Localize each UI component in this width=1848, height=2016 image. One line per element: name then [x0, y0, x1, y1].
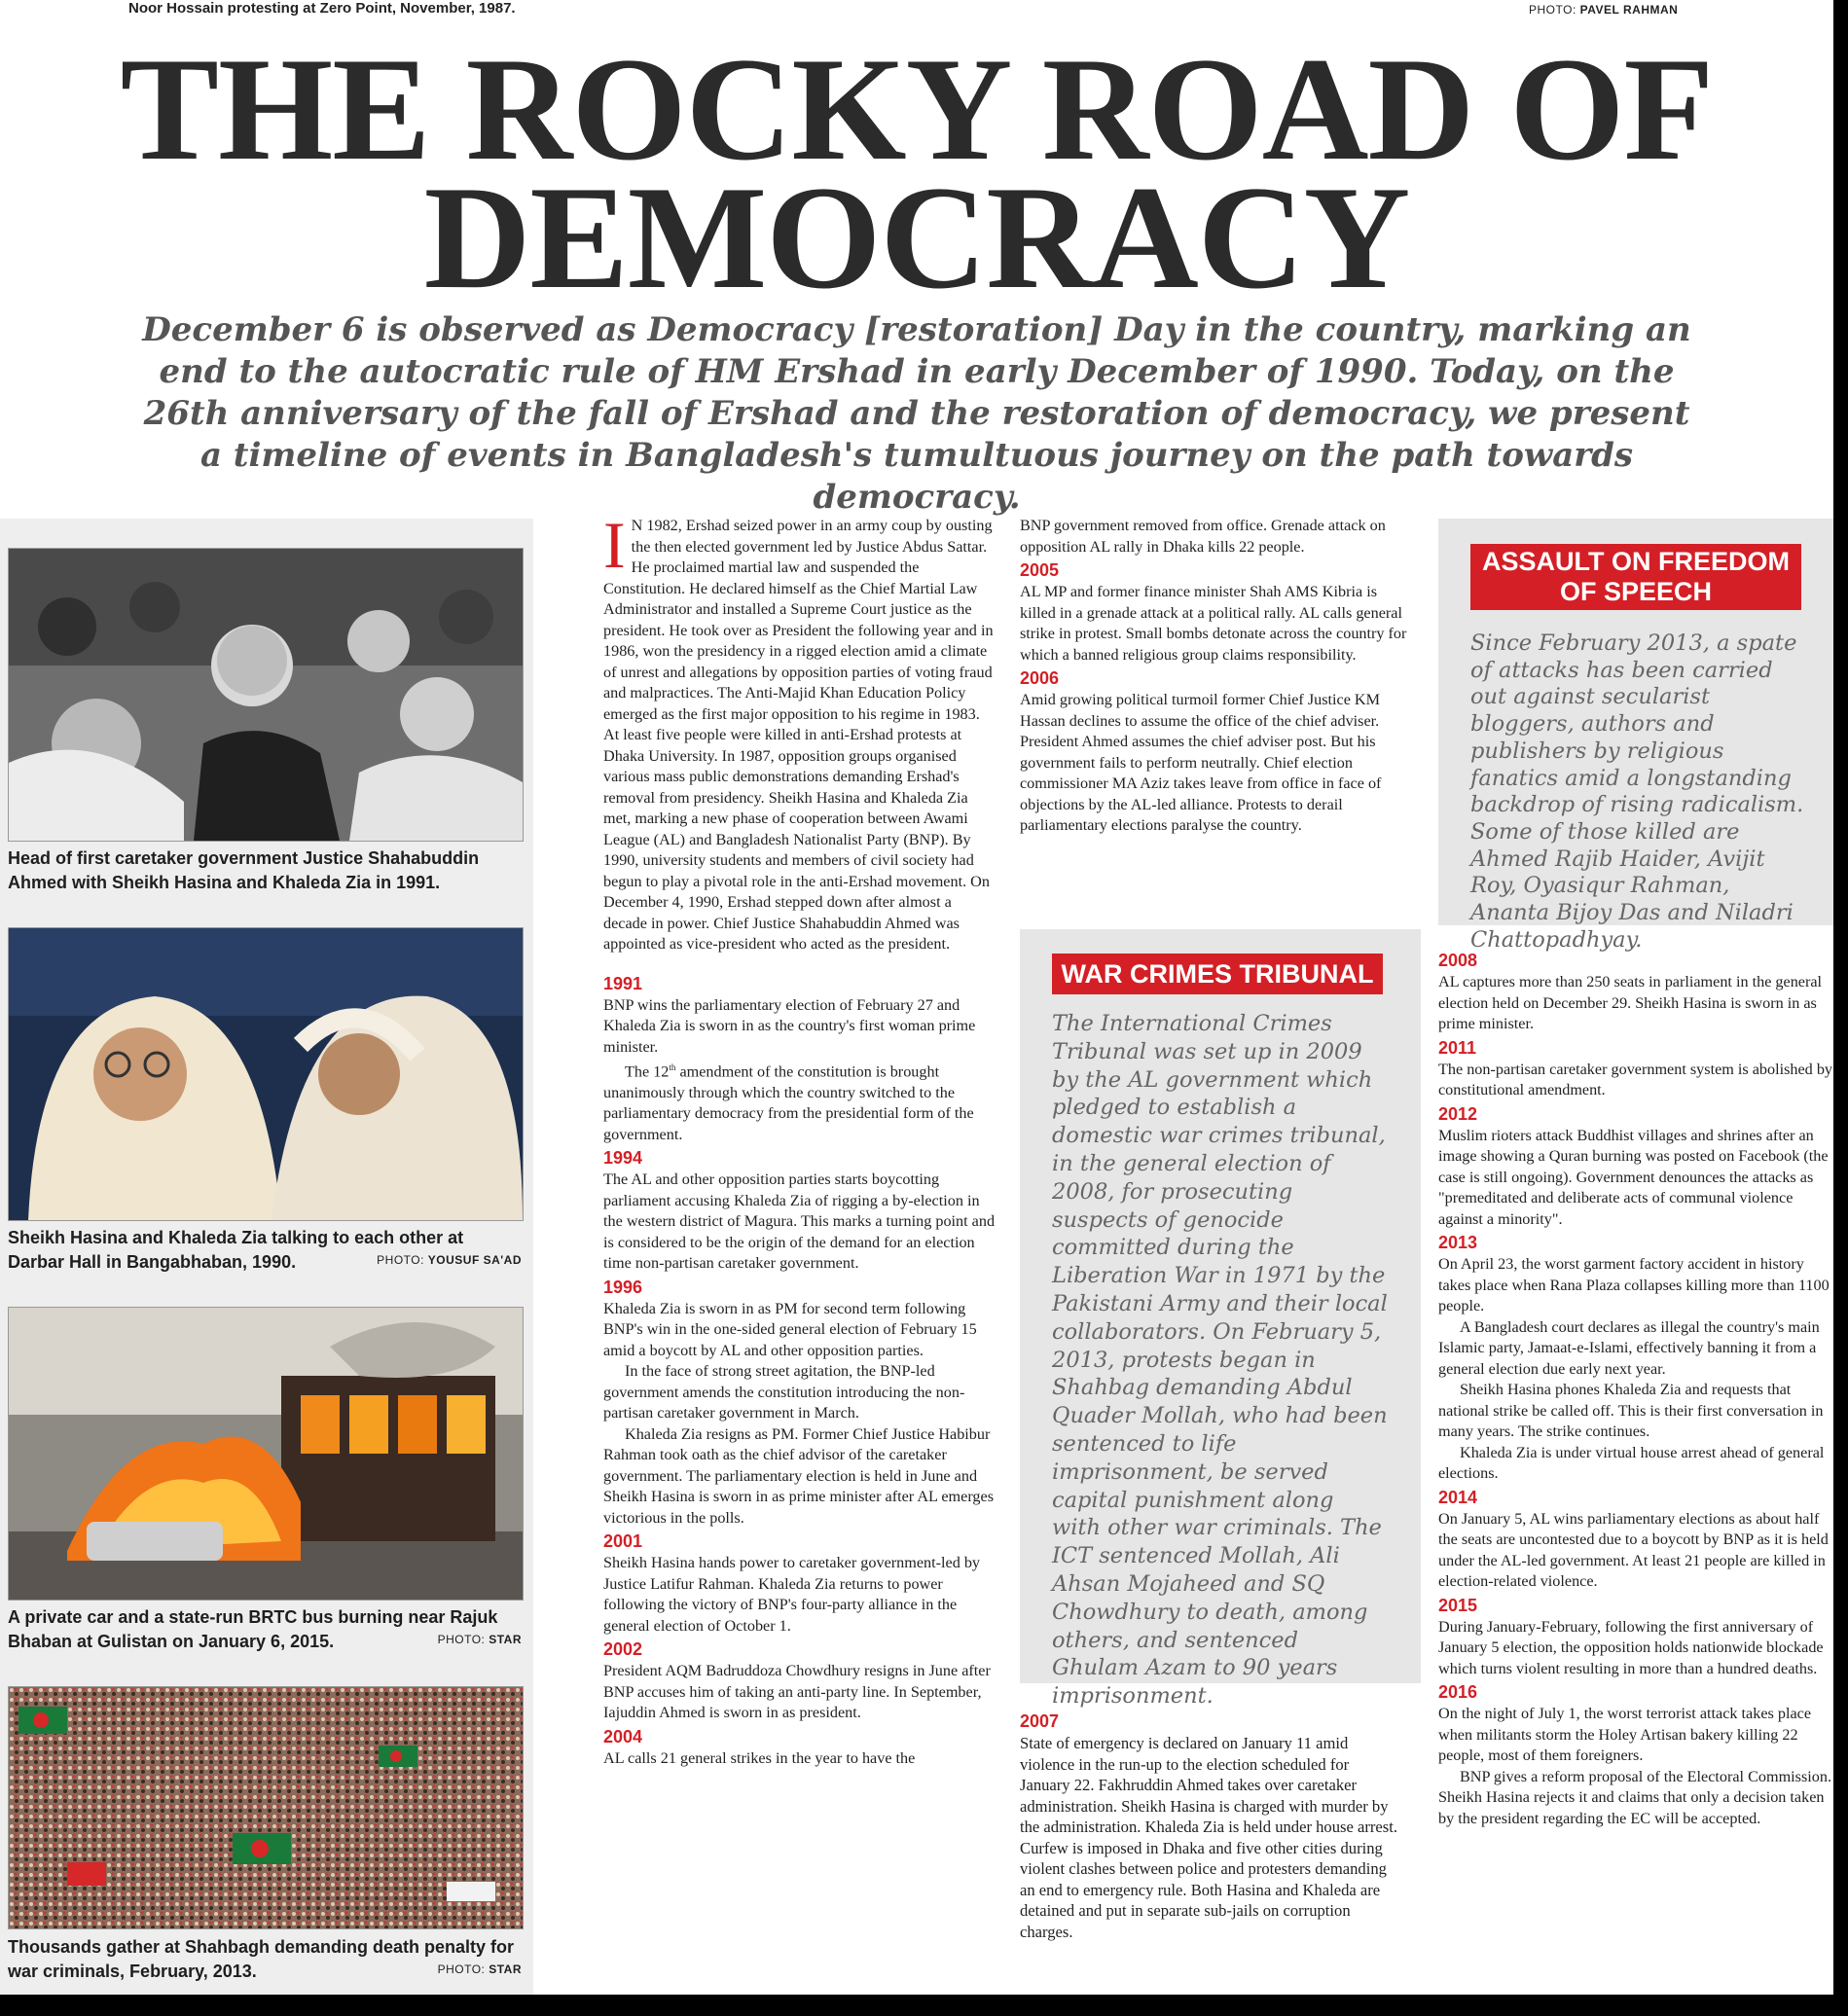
year-2008: 2008: [1438, 951, 1478, 970]
photo-caption-1: [8, 846, 522, 895]
entry-2005: AL MP and former finance minister Shah AMS Kibria is killed in a grenade attack at a political rally. AL calls general strike in protest. Small bombs detonate across the country for which a banned religious group claims responsibility.: [1020, 583, 1407, 664]
year-2006: 2006: [1020, 668, 1060, 688]
caption-text: Thousands gather at Shahbagh demanding death penalty for war criminals, February, 2013.: [8, 1937, 515, 1981]
year-2001: 2001: [603, 1531, 643, 1552]
caption-text: Head of first caretaker government Justice Shahabuddin Ahmed with Sheikh Hasina and Khaleda Zia in 1991.: [8, 848, 480, 892]
entry-1994-p1: The AL and other opposition parties starts boycotting parliament accusing Khaleda Zia of rigging a by-election in the western district of Magura. This marks a turning point and is considered to be the origin of the demand for an election time non-partisan caretaker government.: [603, 1170, 996, 1273]
freedom-title-line-1: ASSAULT ON FREEDOM: [1482, 547, 1790, 576]
entry-2008: AL captures more than 250 seats in parliament in the general election held on December 29. Sheikh Hasina is sworn in as prime minister.: [1438, 973, 1823, 1032]
entry-2013-p1: On April 23, the worst garment factory accident in history takes place when Rana Plaza collapses killing more than 1100 people.: [1438, 1255, 1830, 1314]
photo-column: [0, 519, 533, 1995]
entry-2015: During January-February, following the first anniversary of January 5 election, the opposition holds nationwide blockade which turns violent resulting in more than a hundred deaths.: [1438, 1617, 1824, 1677]
top-photo-credit: [1529, 3, 1678, 17]
intro-paragraph: [603, 508, 997, 955]
intro-text: N 1982, Ershad seized power in an army coup by ousting the then elected government led by Justice Abdus Sattar. He proclaimed martial law and suspended the Constitution. He declared himself as the Chief Martial Law Administrator and installed a Supreme Court justice as the president. He took over as President the following year and in 1986, won the presidency in a rigged election amid a climate of unrest and allegations by opposition parties of voting fraud and malpractices. The Anti-Majid Khan Education Policy emerged as the first major opposition to his regime in 1983. At least five people were killed in anti-Ershad protests at Dhaka University. In 1987, opposition groups organised various mass public demonstrations demanding Ershad's removal from presidency. Sheikh Hasina and Khaleda Zia met, marking a new phase of cooperation between Awami League (AL) and Bangladesh Nationalist Party (BNP). By 1990, university students and members of civil society had begun to play a pivotal role in the anti-Ershad movement. On December 4, 1990, Ershad stepped down after almost a decade in power. Chief Justice Shahabuddin Ahmed was appointed as vice-president who acted as the president.: [603, 517, 994, 953]
photo-caption-3: [8, 1605, 522, 1654]
photo-credit: [377, 1248, 522, 1273]
photo-credit: [438, 1958, 522, 1982]
war-crimes-text: The International Crimes Tribunal was set up in 2009 by the AL government which pledged to establish a domestic war crimes tribunal, in the general election of 2008, for prosecuting suspects of genocide committed during the Liberation War in 1971 by the Pakistani Army and their local collaborators. On February 5, 2013, protests began in Shahbag demanding Abdul Quader Mollah, who had been sentenced to life imprisonment, be served capital punishment along with other war criminals. The ICT sentenced Mollah, Ali Ahsan Mojaheed and SQ Chowdhury to death, among others, and sentenced Ghulam Azam to 90 years imprisonment.: [1052, 1011, 1388, 1710]
year-2004: 2004: [603, 1726, 643, 1746]
freedom-title-line-2: OF SPEECH: [1559, 577, 1713, 606]
year-2007: 2007: [1020, 1711, 1060, 1731]
drop-cap: I: [603, 508, 626, 582]
photo-credit-label: PHOTO:: [377, 1253, 424, 1267]
freedom-text: Since February 2013, a spate of attacks has been carried out against secularist bloggers, authors and publishers by religious fanatics amid a longstanding backdrop of rising radicalism. Some of those killed are Ahmed Rajib Haider, Avijit Roy, Oyasiqur Rahman, Ananta Bijoy Das and Niladri Chattopadhyay.: [1470, 630, 1804, 953]
entry-2011: The non-partisan caretaker government system is abolished by constitutional amendment.: [1438, 1060, 1833, 1098]
entry-2002-p1: President AQM Badruddoza Chowdhury resigns in June after BNP accuses him of taking an anti-party line. In September, Iajuddin Ahmed is sworn in as president.: [603, 1662, 991, 1722]
entry-2007: State of emergency is declared on January 11 amid violence in the run-up to the election scheduled for January 22. Fakhruddin Ahmed takes over caretaker administration. Sheikh Hasina is charged with murder by the administration. Khaleda Zia is held under house arrest. Curfew is imposed in Dhaka and five other cities during violent clashes between police and protesters demanding an end to emergency rule. Both Hasina and Khaleda are detained and put in separate sub-jails on corruption charges.: [1020, 1734, 1397, 1941]
headline-line-2: DEMOCRACY: [423, 156, 1410, 319]
headline: [0, 27, 1833, 319]
year-2011: 2011: [1438, 1037, 1477, 1058]
entry-1996-p2: In the face of strong street agitation, the BNP-led government amends the constitution introducing the non-partisan caretaker government in March.: [603, 1362, 965, 1422]
entry-2016-p1: On the night of July 1, the worst terrorist attack takes place when militants storm the Holey Artisan bakery killing 22 people, most of them foreigners.: [1438, 1705, 1811, 1764]
scan-border-bottom: [0, 1995, 1848, 2016]
entry-2013-p4: Khaleda Zia is under virtual house arrest ahead of general elections.: [1438, 1443, 1825, 1482]
year-2002: 2002: [603, 1639, 643, 1660]
year-2013: 2013: [1438, 1233, 1478, 1252]
entry-2006: Amid growing political turmoil former Chief Justice KM Hassan declines to assume the office of the chief adviser. President Ahmed assumes the chief adviser post. But his government fails to perform neutrally. Chief election commissioner MA Aziz takes leave from office in face of objections by the AL-led alliance. Protests to derail parliamentary elections paralyse the country.: [1020, 691, 1382, 834]
photo-credit-name: STAR: [489, 1962, 522, 1976]
entry-2004-p1: AL calls 21 general strikes in the year to have the: [603, 1748, 916, 1767]
text-column-4: [1438, 948, 1833, 1829]
year-1991: 1991: [603, 973, 643, 993]
year-2014: 2014: [1438, 1487, 1478, 1507]
year-2015: 2015: [1438, 1595, 1478, 1615]
year-1996: 1996: [603, 1277, 643, 1297]
photo-credit-name: PAVEL RAHMAN: [1579, 3, 1679, 17]
entry-2014: On January 5, AL wins parliamentary elections as about half the seats are uncontested due to a boycott by BNP as it is held under the AL-led government. At least 21 people are killed in election-related violence.: [1438, 1509, 1829, 1590]
headline-line-1: THE ROCKY ROAD OF: [120, 27, 1714, 191]
entry-1991-p2: The 12th amendment of the constitution is brought unanimously through which the country switched to the parliamentary democracy from the presidential form of the government.: [603, 1062, 974, 1143]
photo-bus-burning: [8, 1307, 524, 1601]
photo-credit-name: YOUSUF SA'AD: [427, 1253, 522, 1267]
entry-2001-p1: Sheikh Hasina hands power to caretaker government-led by Justice Latifur Rahman. Khaleda Zia returns to power following the victory of BNP's four-party alliance in the general election of October 1.: [603, 1554, 981, 1635]
year-1994: 1994: [603, 1148, 643, 1169]
scan-border-right: [1833, 0, 1848, 2016]
text-column-3-lower: [1020, 1709, 1397, 1942]
entry-1996-p3: Khaleda Zia resigns as PM. Former Chief Justice Habibur Rahman took oath as the chief advisor of the caretaker government. The parliamentary election is held in June and Sheikh Hasina is sworn in as prime minister after AL emerges victorious in the polls.: [603, 1424, 995, 1527]
text-column-3: [1020, 516, 1414, 837]
photo-caption-4: [8, 1935, 522, 1984]
text-column-2: [603, 508, 997, 1769]
entry-2013-p2: A Bangladesh court declares as illegal the country's main Islamic party, Jamaat-e-Islami, effectively banning it from a general election due early next year.: [1438, 1317, 1820, 1378]
photo-shahbagh-crowd: [8, 1686, 524, 1929]
photo-credit-name: STAR: [489, 1633, 522, 1646]
war-crimes-title: WAR CRIMES TRIBUNAL: [1052, 954, 1383, 994]
photo-credit-label: PHOTO:: [437, 1962, 486, 1976]
entry-2004-continued: BNP government removed from office. Grenade attack on opposition AL rally in Dhaka kills 22 people.: [1020, 517, 1386, 556]
year-2005: 2005: [1020, 560, 1060, 580]
caption-text: Sheikh Hasina and Khaleda Zia talking to each other at Darbar Hall in Bangabhaban, 1990.: [8, 1228, 464, 1272]
photo-hasina-khaleda: [8, 927, 524, 1221]
standfirst: December 6 is observed as Democracy [restoration] Day in the country, marking an end to the autocratic rule of HM Ershad in early December of 1990. Today, on the 26th anniversary of the fall of Ershad and the restoration of democracy, we present a timeline of events in Bangladesh's tumultuous journey on the path towards democracy.: [142, 310, 1691, 517]
photo-credit-label: PHOTO:: [437, 1633, 486, 1646]
caption-text: A private car and a state-run BRTC bus burning near Rajuk Bhaban at Gulistan on January 6, 2015.: [8, 1607, 498, 1651]
war-crimes-box: [1020, 929, 1421, 1710]
entry-2013-p3: Sheikh Hasina phones Khaleda Zia and requests that national strike be called off. This is their first conversation in many years. The strike continues.: [1438, 1381, 1824, 1440]
year-2016: 2016: [1438, 1682, 1478, 1702]
freedom-box: [1438, 519, 1833, 953]
entry-1991-p1: BNP wins the parliamentary election of February 27 and Khaleda Zia is sworn in as the country's first woman prime minister.: [603, 995, 976, 1056]
freedom-title: [1470, 544, 1801, 610]
photo-credit-label: PHOTO:: [1529, 3, 1576, 17]
entry-2012: Muslim rioters attack Buddhist villages and shrines after an image showing a Quran burning was posted on Facebook (the case is still ongoing). Government denounces the attacks as "premeditated and deliberate acts of communal violence against a minority".: [1438, 1126, 1829, 1228]
entry-2016-p2: BNP gives a reform proposal of the Electoral Commission. Sheikh Hasina rejects it and claims that only a decision taken by the president regarding the EC will be accepted.: [1438, 1767, 1831, 1827]
entry-1996-p1: Khaleda Zia is sworn in as PM for second term following BNP's win in the one-sided general election of February 15 amid a boycott by AL and other opposition parties.: [603, 1299, 977, 1359]
photo-caretaker-meeting: [8, 548, 524, 842]
photo-caption-2: [8, 1226, 522, 1275]
year-2012: 2012: [1438, 1103, 1478, 1124]
top-photo-caption: Noor Hossain protesting at Zero Point, November, 1987.: [128, 0, 516, 17]
photo-credit: [438, 1628, 522, 1652]
